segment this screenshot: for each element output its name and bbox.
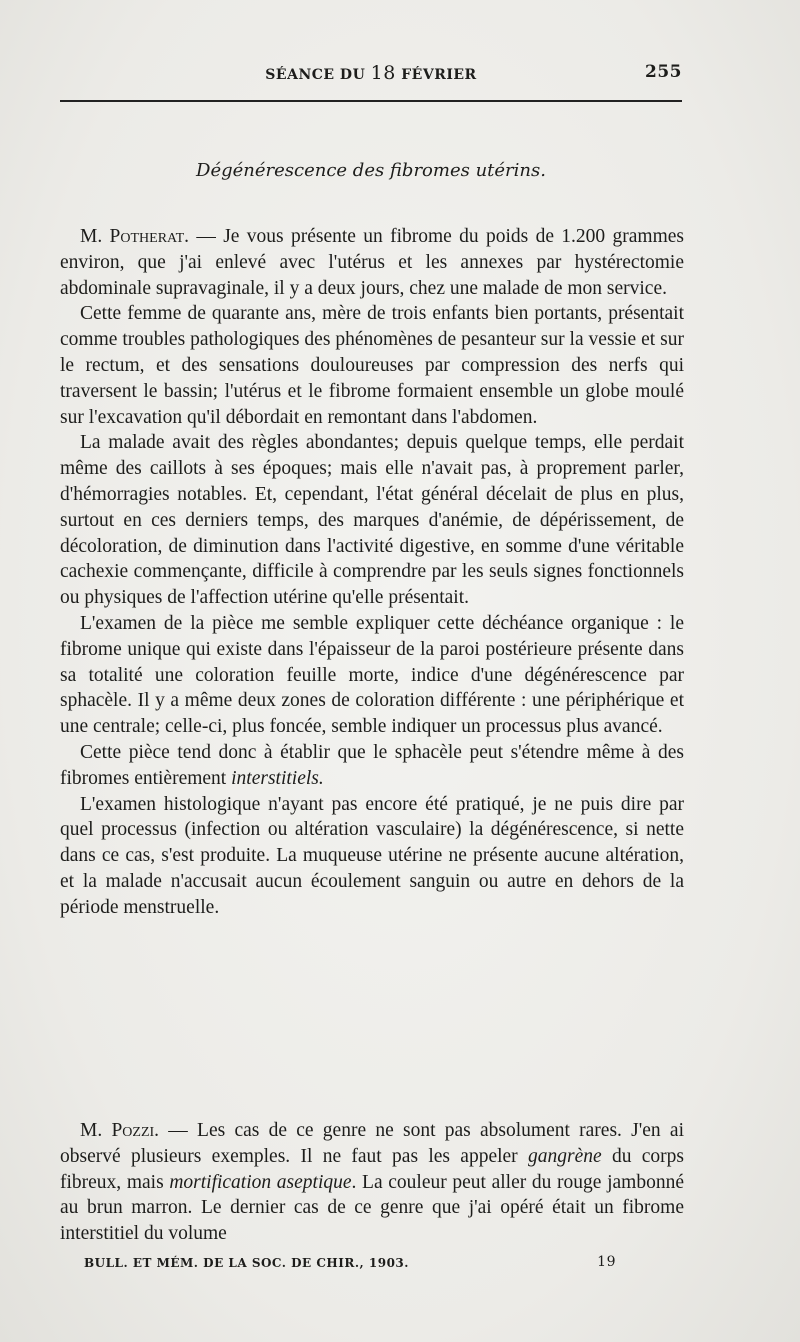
paragraph bbox=[60, 224, 684, 301]
speaker-name: M. Pozzi. bbox=[80, 1120, 160, 1141]
speaker-name: M. Potherat. bbox=[80, 226, 190, 247]
paragraph: L'examen de la pièce me semble expliquer cette déchéance organique : le fibrome unique qui existe dans l'épaisseur de la paroi postérieure présente dans sa totalité une coloration feuille morte, indice d'une dégénérescence par sphacèle. Il y a même deux zones de coloration différente : une périphérique et une centrale; celle-ci, plus foncée, semble indiquer un processus plus avancé. bbox=[60, 612, 684, 738]
running-head-title-pre: SÉANCE DU bbox=[265, 67, 371, 83]
paragraph-text: — Je vous présente un fibrome du poids de 1.200 grammes environ, que j'ai enlevé avec l'utérus et les annexes par hystérectomie abdominale supravaginale, il y a deux jours, chez une malade de mon service. bbox=[60, 226, 684, 299]
running-head-title-post: FÉVRIER bbox=[395, 67, 477, 83]
paragraph-text: . La couleur peut aller du rouge jambonné au brun marron. Le dernier cas de ce genre que j'ai opéré était un fibrome interstitiel du volume bbox=[60, 1171, 684, 1245]
running-head-title bbox=[60, 62, 682, 84]
pozzi-communication bbox=[60, 1118, 684, 1247]
paragraph-text: du corps fibreux, mais bbox=[60, 1145, 684, 1193]
paragraph bbox=[60, 740, 684, 792]
signature-mark: 19 bbox=[597, 1254, 616, 1270]
section-title: Dégénérescence des fibromes utérins. bbox=[196, 160, 546, 181]
paragraph-text: Cette pièce tend donc à établir que le sphacèle peut s'étendre même à des fibromes entièrement bbox=[60, 741, 684, 789]
italic-term: interstitiels. bbox=[231, 767, 324, 789]
paragraph: La malade avait des règles abondantes; depuis quelque temps, elle perdait même des caillots à ses époques; mais elle n'avait pas, à proprement parler, d'hémorragies notables. Et, cependant, l'état général décelait de plus en plus, surtout en ces derniers temps, des marques d'anémie, de dépérissement, de décoloration, de diminution dans l'activité digestive, en somme d'une véritable cachexie commençante, difficile à comprendre par les seuls signes fonctionnels ou physiques de l'affection utérine qu'elle présentait. bbox=[60, 432, 684, 609]
italic-term: gangrène bbox=[527, 1145, 602, 1167]
footer bbox=[84, 1254, 644, 1274]
paragraph-text: — Les cas de ce genre ne sont pas absolument rares. J'en ai observé plusieurs exemples. Il ne faut pas les appeler bbox=[60, 1120, 684, 1167]
header-rule bbox=[60, 100, 682, 102]
running-head bbox=[60, 62, 682, 84]
italic-term: mortification aseptique bbox=[169, 1171, 352, 1193]
paragraph: L'examen histologique n'ayant pas encore été pratiqué, je ne puis dire par quel processus (infection ou altération vasculaire) la dégénérescence, si nette dans ce cas, s'est produite. La muqueuse utérine ne présente aucune altération, et la malade n'accusait aucun écoulement sanguin ou autre en dehors de la période menstruelle. bbox=[60, 793, 684, 918]
footer-journal: BULL. ET MÉM. DE LA SOC. DE CHIR., 1903. bbox=[84, 1256, 409, 1270]
paragraph bbox=[60, 1118, 684, 1247]
paragraph: Cette femme de quarante ans, mère de trois enfants bien portants, présentait comme troubles pathologiques des phénomènes de pesanteur sur la vessie et sur le rectum, et des sensations douloureuses par compression des nerfs qui traversent le bassin; l'utérus et le fibrome formaient ensemble un globe moulé sur l'excavation qu'il débordait en remontant dans l'abdomen. bbox=[60, 303, 684, 428]
page-number: 255 bbox=[645, 62, 682, 82]
running-head-title-number: 18 bbox=[370, 62, 396, 84]
potherat-communication bbox=[60, 224, 684, 921]
